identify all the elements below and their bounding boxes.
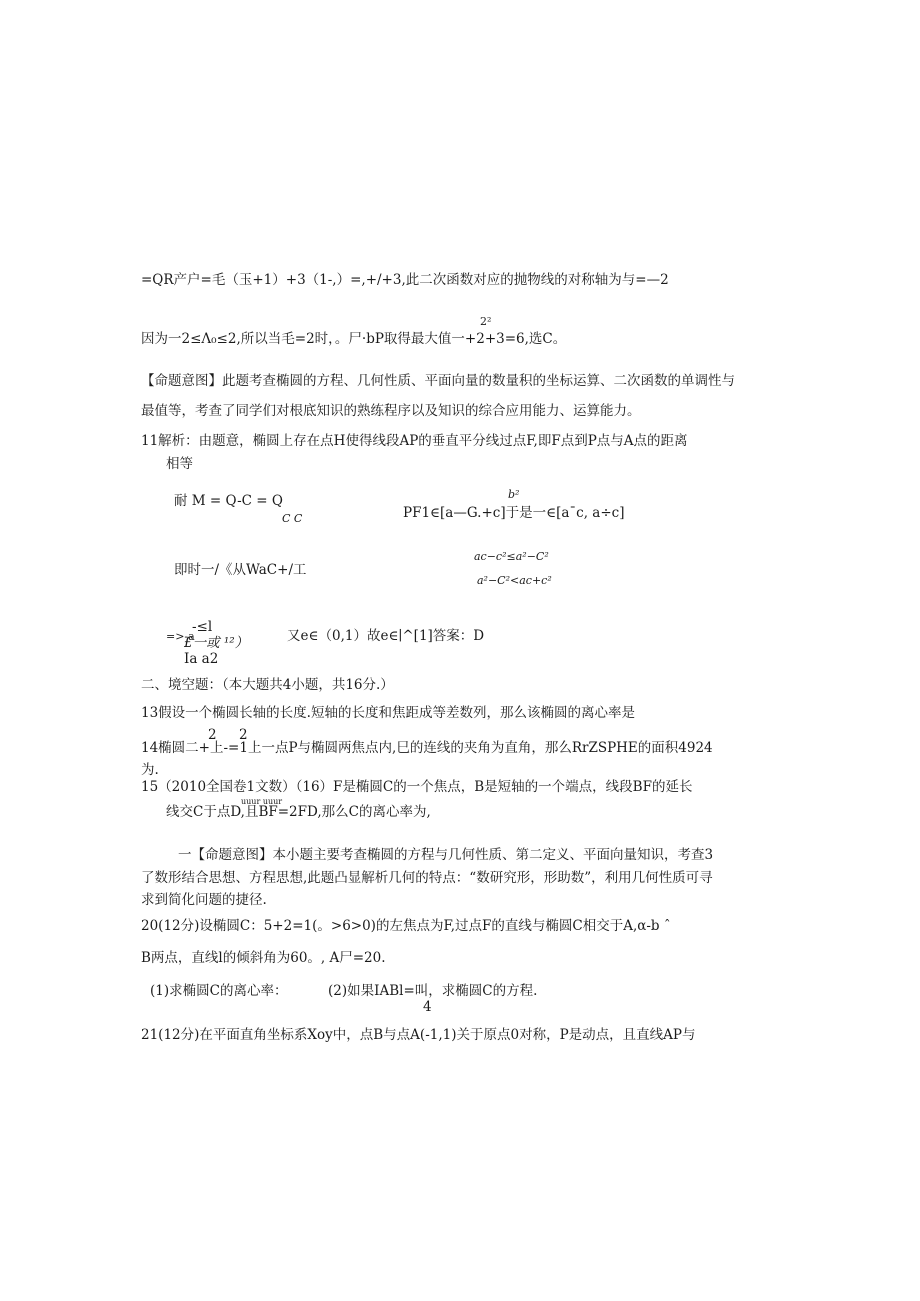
formula: £一或 ¹²） <box>184 635 249 651</box>
formula: PF1∈[a—G.+c]于是一∈[a¯c, a÷c] <box>403 505 625 521</box>
text-line: 21(12分)在平面直角坐标系Xoy中，点B与点A(-1,1)关于原点0对称，P是动点，且直线AP与 <box>141 1027 696 1043</box>
formula: ac−c²≤a²−C² <box>474 550 549 563</box>
vector-marks: uuur uuur <box>241 797 283 806</box>
superscript: 2 <box>239 727 248 743</box>
text-line: 了数形结合思想、方程思想,此题凸显解析几何的特点：“数研究形，形助数”，利用几何性质可寻 <box>141 870 713 886</box>
text-line: 最值等，考查了同学们对根底知识的熟练程序以及知识的综合应用能力、运算能力。 <box>141 403 641 419</box>
text-line: (1)求椭圆C的离心率： <box>150 983 288 999</box>
text-line: 14椭圆二+上-=1上一点P与椭圆两焦点内,巳的连线的夹角为直角，那么RrZSPHE的面积4924 <box>141 740 713 756</box>
superscript: 2 <box>208 727 217 743</box>
formula: 又e∈（0,1）故e∈∣^[1]答案：D <box>287 628 485 644</box>
text-line: =QR产户=毛（玉+1）+3（1-,）=,+/+3,此二次函数对应的抛物线的对称轴为与=—2 <box>141 272 669 288</box>
formula-superscript: b² <box>508 488 520 501</box>
formula: -≤l <box>192 619 213 635</box>
formula: 即时一/《从WaC+/工 <box>174 562 307 578</box>
text-line: 一【命题意图】本小题主要考查椭圆的方程与几何性质、第二定义、平面向量知识，考查3 <box>178 847 714 863</box>
superscript: 2² <box>480 315 492 328</box>
text-line: 11解析：由题意，椭圆上存在点H使得线段AP的垂直平分线过点F,即F点到P点与A点的距离 <box>141 433 688 449</box>
subscript: 4 <box>423 999 432 1015</box>
text-line: 因为一2≤Λ₀≤2,所以当毛=2时，。尸·bP取得最大值一+2+3=6,选C。 <box>141 331 567 347</box>
formula-subscript: C C <box>282 512 303 525</box>
text-line: 13假设一个椭圆长轴的长度.短轴的长度和焦距成等差数列，那么该椭圆的离心率是 <box>141 705 635 721</box>
formula: Ia a2 <box>184 651 219 667</box>
text-line: 相等 <box>166 456 193 472</box>
text-line: B两点，直线l的倾斜角为60。, A尸=20. <box>141 950 386 966</box>
text-line: (2)如果IABl=叫，求椭圆C的方程. <box>328 983 538 999</box>
formula: 耐 M = Q-C = Q <box>174 493 283 509</box>
section-heading: 二、境空题：（本大题共4小题，共16分.） <box>141 677 394 693</box>
text-line: 15（2010全国卷1文数）（16）F是椭圆C的一个焦点，B是短轴的一个端点，线段BF的延长 <box>141 779 693 795</box>
text-line: 【命题意图】此题考查椭圆的方程、几何性质、平面向量的数量积的坐标运算、二次函数的单调性与 <box>141 373 735 389</box>
text-line: 线交C于点D,且BF=2FD,那么C的离心率为, <box>166 804 431 820</box>
text-line: 为. <box>141 762 159 778</box>
formula: a²−C²<ac+c² <box>477 574 552 587</box>
text-line: 求到简化问题的捷径. <box>141 892 267 908</box>
formula: =>-a <box>166 630 195 643</box>
text-line: 20(12分)设椭圆C：5+2=1(。>6>0)的左焦点为F,过点F的直线与椭圆C相交于A,α-b ˆ <box>141 918 671 934</box>
